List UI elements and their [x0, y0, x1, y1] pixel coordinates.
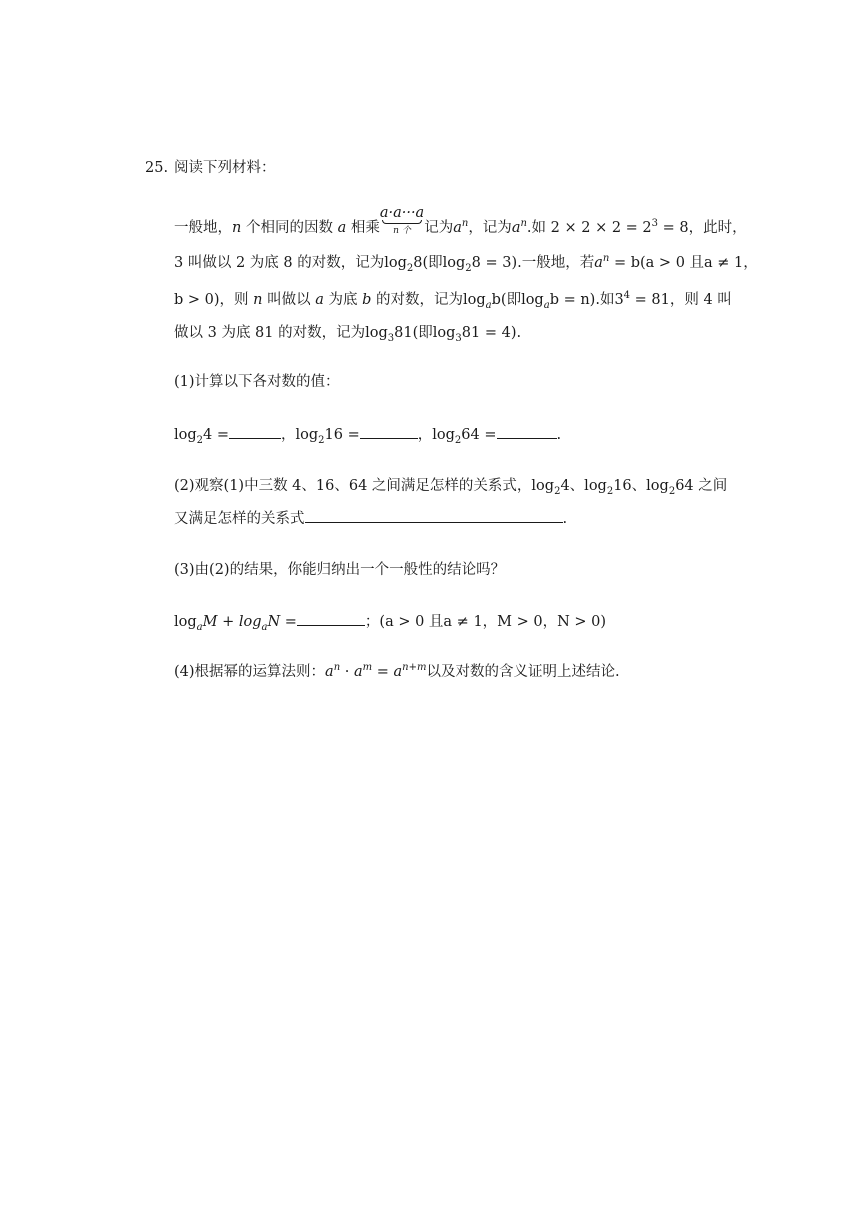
sub-a: a	[196, 622, 203, 633]
end: .	[562, 511, 568, 527]
text: (4)根据幂的运算法则：	[174, 664, 326, 680]
sup-4: 4	[623, 290, 631, 301]
answer-blank-5[interactable]	[297, 611, 365, 626]
sub-3: 3	[455, 333, 462, 344]
text: ·	[340, 664, 354, 680]
part2-line-2	[174, 508, 567, 529]
text: (2)观察(1)中三数 4、16、64 之间满足怎样的关系式，log	[174, 478, 555, 494]
sub-2: 2	[606, 486, 614, 497]
sub-2: 2	[454, 435, 462, 446]
sub-3: 3	[387, 333, 395, 344]
text: 64 之间	[675, 478, 728, 494]
text: 以及对数的含义证明上述结论.	[426, 664, 620, 680]
sub-2: 2	[406, 263, 414, 274]
text: M + log	[202, 614, 262, 630]
text: = 8，此时，	[658, 220, 747, 236]
underbrace	[379, 205, 425, 240]
text: 3 叫做以 2 为底 8 的对数，记为log	[174, 255, 407, 271]
sub-2: 2	[554, 486, 561, 497]
var-a: a	[353, 664, 363, 680]
text: ，记为	[468, 220, 512, 236]
var-a: a	[325, 664, 334, 680]
answer-blank-1[interactable]	[229, 424, 281, 439]
text: 记为	[424, 220, 454, 236]
text: .如 2 × 2 × 2 = 2	[526, 220, 652, 236]
material-line-2	[174, 253, 758, 275]
sub-2: 2	[668, 486, 676, 497]
text: 8 = 3).一般地，若	[471, 255, 595, 271]
part1-equations	[174, 424, 561, 447]
sep: ，	[417, 427, 433, 443]
part3-formula	[174, 611, 606, 634]
var-n: n	[253, 292, 263, 308]
text: 16 =	[324, 427, 360, 443]
part2-line-1	[174, 476, 727, 498]
text: b = n).如3	[549, 292, 624, 308]
sub-2: 2	[318, 435, 325, 446]
log: log	[174, 614, 197, 630]
material-line-4	[174, 323, 521, 345]
text: = 81，则 4 叫	[630, 292, 732, 308]
var-a: a	[594, 255, 603, 271]
sup-nm: n+m	[402, 662, 427, 673]
var-a: a	[337, 220, 347, 236]
text: 81 = 4).	[461, 325, 522, 341]
text: 8(即log	[413, 255, 466, 271]
text: N =	[267, 614, 297, 630]
answer-blank-3[interactable]	[497, 424, 557, 439]
end: .	[556, 427, 562, 443]
sub-a: a	[261, 622, 268, 633]
sub-a: a	[543, 300, 550, 311]
text: = b(a > 0 且a ≠ 1，	[609, 255, 758, 271]
text: 叫做以	[262, 292, 316, 308]
text: 4、log	[560, 478, 607, 494]
var-a: a	[393, 664, 403, 680]
sub-2: 2	[196, 435, 204, 446]
question-number: 25.	[145, 160, 169, 176]
log: log	[432, 427, 455, 443]
sup-n: n	[461, 218, 469, 229]
sep: ，	[281, 427, 296, 443]
part1-label: (1)计算以下各对数的值：	[174, 374, 340, 390]
brace-line	[382, 220, 422, 224]
log: log	[174, 427, 197, 443]
material-line-3	[174, 290, 732, 312]
text: b(即log	[491, 292, 544, 308]
text: 的对数，记为log	[371, 292, 486, 308]
var-a: a	[511, 220, 521, 236]
answer-blank-2[interactable]	[360, 424, 418, 439]
log: log	[295, 427, 319, 443]
text: b > 0)，则	[174, 292, 254, 308]
text: 64 =	[461, 427, 497, 443]
var-n: n	[232, 220, 242, 236]
var-b: b	[362, 292, 372, 308]
question-intro: 阅读下列材料：	[174, 160, 276, 176]
answer-blank-4[interactable]	[305, 508, 563, 523]
sup-n: n	[333, 662, 341, 673]
sub-2: 2	[465, 263, 472, 274]
var-a: a	[315, 292, 324, 308]
text: 为底	[323, 292, 363, 308]
sub-a: a	[485, 300, 492, 311]
material-line-1	[174, 205, 747, 240]
text: 做以 3 为底 81 的对数，记为log	[174, 325, 388, 341]
text: 16、log	[613, 478, 669, 494]
text: 相乘	[346, 220, 380, 236]
var-a: a	[453, 220, 462, 236]
text: 一般地，	[174, 220, 232, 236]
part4	[174, 662, 620, 684]
condition: ；(a > 0 且a ≠ 1，M > 0，N > 0)	[364, 614, 607, 630]
text: 又满足怎样的关系式	[174, 511, 305, 527]
sup-n: n	[602, 253, 610, 264]
part3-label: (3)由(2)的结果，你能归纳出一个一般性的结论吗？	[174, 562, 506, 578]
text: =	[372, 664, 394, 680]
sup-3: 3	[651, 218, 659, 229]
text: 个相同的因数	[241, 220, 338, 236]
text: 81(即log	[394, 325, 456, 341]
brace-top: a·a···a	[379, 205, 425, 221]
sup-n: n	[520, 218, 527, 229]
brace-bottom: n 个	[393, 226, 411, 236]
text: 4 =	[203, 427, 230, 443]
sup-m: m	[362, 662, 373, 673]
